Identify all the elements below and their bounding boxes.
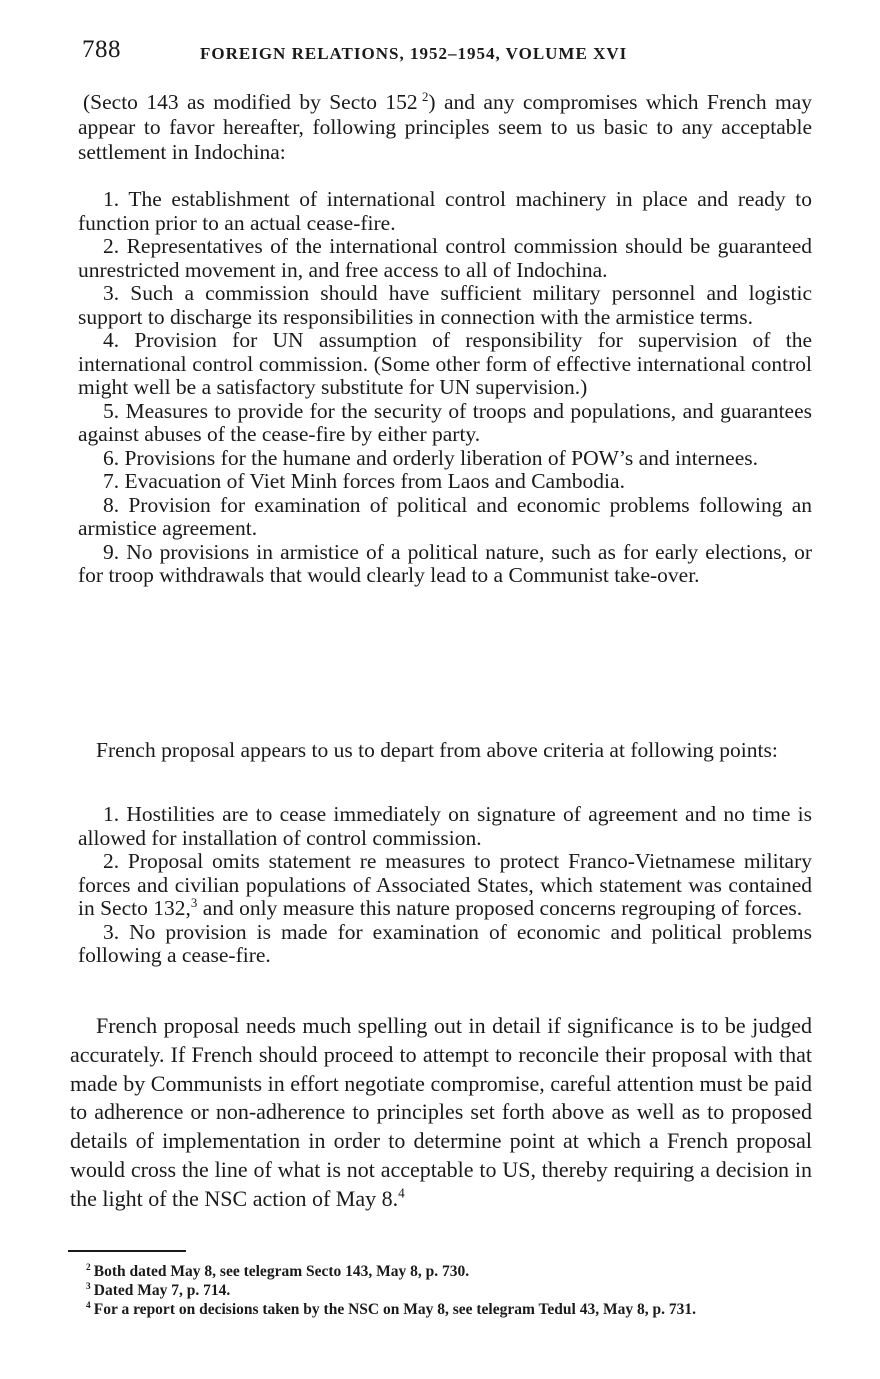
list-item: 5. Measures to provide for the security of troops and populations, and guarantees against abuses of the cease-fire by either party. (78, 398, 812, 446)
footnote-ref: 2 (421, 89, 429, 104)
footnote-ref: 3 (190, 895, 198, 910)
page-header (82, 36, 822, 76)
page-number: 788 (82, 36, 121, 63)
intro-paragraph (78, 90, 812, 165)
closing-text: French proposal needs much spelling out in detail if significance is to be judged accurately. If French should proceed to attempt to reconcile their proposal with that made by Communists in effort negotiate compromise, careful attention must be paid to adherence or non-adherence to principles set forth above as well as to proposed details of implementation in order to determine point at which a French proposal would cross the line of what is not acceptable to US, thereby requiring a decision in the light of the NSC action of May 8.$^4$ (70, 1013, 812, 1211)
footnotes (68, 1262, 812, 1319)
footnote-divider (68, 1250, 186, 1252)
list-item: 1. Hostilities are to cease immediately on signature of agreement and no time is allowed for installation of control commission. (78, 802, 812, 850)
footnote: $^2$ Both dated May 8, see telegram Secto 143, May 8, p. 730. (86, 1262, 470, 1280)
list-item: 2. Representatives of the international control commission should be guaranteed unrestricted movement in, and free access to all of Indochina. (78, 234, 812, 282)
list-item: 3. Such a commission should have sufficient military personnel and logistic support to discharge its responsibilities in connection with the armistice terms. (78, 281, 812, 329)
list-item: 1. The establishment of international control machinery in place and ready to function prior to an actual cease-fire. (78, 187, 812, 235)
departure-intro-paragraph (96, 738, 812, 763)
intro-text: (Secto 143 as modified by Secto 152 $^2$) and any compromises which French may appear to favor hereafter, following principles seem to us basic to any acceptable settlement in Indochina: (78, 89, 812, 164)
departures-list (78, 803, 812, 968)
running-title: FOREIGN RELATIONS, 1952–1954, VOLUME XVI (200, 44, 628, 63)
list-item: 4. Provision for UN assumption of responsibility for supervision of the international control commission. (Some other form of effective international control might well be a satisfactory substitute for UN supervision.) (78, 328, 812, 399)
list-item: 9. No provisions in armistice of a political nature, such as for early elections, or for troop withdrawals that would clearly lead to a Communist take-over. (78, 539, 812, 587)
closing-paragraph (70, 1012, 812, 1214)
list-item: 2. Proposal omits statement re measures to protect Franco-Vietnamese military forces and civilian populations of Associated States, which statement was contained in Secto 132,$^3$ and only measure this nature proposed concerns regrouping of forces. (78, 849, 812, 920)
principles-list (78, 188, 812, 588)
list-item: 7. Evacuation of Viet Minh forces from Laos and Cambodia. (103, 469, 625, 493)
footnote: $^3$ Dated May 7, p. 714. (86, 1281, 231, 1299)
footnote-ref: 4 (398, 1185, 405, 1201)
footnote: $^4$ For a report on decisions taken by the NSC on May 8, see telegram Tedul 43, May 8, p. 731. (86, 1300, 696, 1318)
departure-intro: French proposal appears to us to depart from above criteria at following points: (96, 738, 778, 762)
list-item: 8. Provision for examination of political and economic problems following an armistice agreement. (78, 492, 812, 540)
list-item: 6. Provisions for the humane and orderly liberation of POW’s and internees. (103, 445, 759, 470)
list-item: 3. No provision is made for examination of economic and political problems following a cease-fire. (78, 919, 812, 967)
